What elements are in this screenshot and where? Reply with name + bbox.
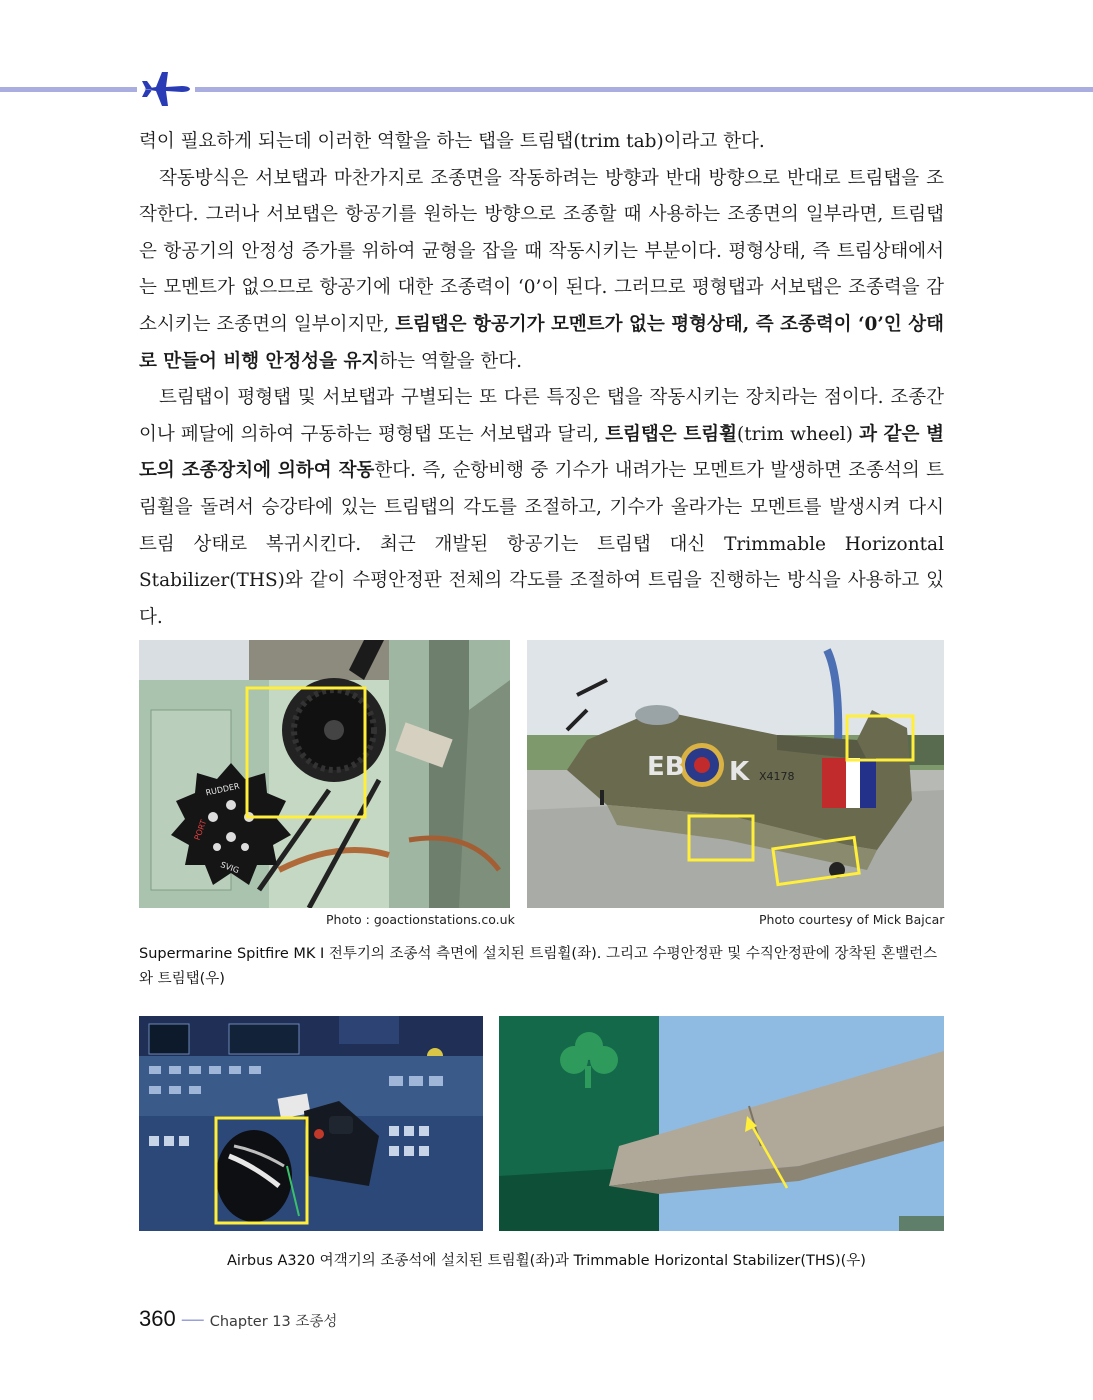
page-footer [139, 1306, 337, 1332]
body-text [139, 124, 944, 636]
figure-1-caption: Supermarine Spitfire MK I 전투기의 조종석 측면에 설치된 트림휠(좌). 그리고 수평안정판 및 수직안정판에 장착된 혼밸런스와 트림탭(우) [139, 946, 938, 987]
photo-trimmable-horizontal-stabilizer [499, 1016, 944, 1231]
paragraph-1 [139, 124, 944, 161]
photo-spitfire-aircraft [527, 640, 944, 908]
header-rule-left [0, 87, 137, 92]
trim-wheel-label-svig: SVIG [219, 860, 241, 876]
photo-credit-right: Photo courtesy of Mick Bajcar [759, 912, 945, 927]
photo-a320-cockpit [139, 1016, 483, 1231]
header-rule-right [195, 87, 1093, 92]
chapter-title: Chapter 13 조종성 [209, 1314, 338, 1330]
paragraph-2-bold: 트림탭은 항공기가 모멘트가 없는 평형상태, 즉 조종력이 ‘0’인 상태로 만들어 비행 안정성을 유지 [139, 313, 944, 372]
figure-2-caption: Airbus A320 여객기의 조종석에 설치된 트림휠(좌)과 Trimmable Horizontal Stabilizer(THS)(우) [227, 1253, 866, 1269]
footer-divider: — [181, 1306, 204, 1331]
page-number: 360 [139, 1306, 176, 1331]
aircraft-code-left: EB [647, 752, 685, 782]
paragraph-3 [139, 380, 944, 636]
aircraft-code-right: K [729, 757, 750, 787]
paragraph-2-text-a: 작동방식은 서보탭과 마찬가지로 조종면을 작동하려는 방향과 반대 방향으로 반대로 트림탭을 조작한다. 그러나 서보탭은 항공기를 원하는 방향으로 조종할 때 사용하는 조종면의 일부라면, 트림탭은 항공기의 안정성 증가를 위하여 균형을 잡을 때 작동시키는 부분이다. 평형상태, 즉 트림상태에서는 모멘트가 없으므로 항공기에 대한 조종력이 ‘0’이 된다. 그러므로 평형탭과 서보탭은 조종력을 감소시키는 조종면의 일부이지만, [139, 167, 944, 335]
photo-credit-left: Photo : goactionstations.co.uk [326, 912, 515, 927]
airplane-icon [140, 68, 192, 110]
paragraph-3-text-mid: (trim wheel) [737, 423, 860, 445]
paragraph-3-text-a: 트림탭이 평형탭 및 서보탭과 구별되는 또 다른 특징은 탭을 작동시키는 장치라는 점이다. 조종간이나 페달에 의하여 구동하는 평형탭 또는 서보탭과 달리, [139, 387, 944, 445]
photo-spitfire-trim-wheel [139, 640, 510, 908]
aircraft-serial: X4178 [759, 770, 795, 783]
paragraph-3-text-b: 한다. 즉, 순항비행 중 기수가 내려가는 모멘트가 발생하면 조종석의 트림휠을 돌려서 승강타에 있는 트림탭의 각도를 조절하고, 기수가 올라가는 모멘트를 발생시켜 다시 트림 상태로 복귀시킨다. 최근 개발된 항공기는 트림탭 대신 Trimmable Horizontal Stabilizer(THS)와 같이 수평안정판 전체의 각도를 조절하여 트림을 진행하는 방식을 사용하고 있다. [139, 460, 944, 628]
paragraph-2-text-b: 하는 역할을 한다. [379, 350, 522, 372]
paragraph-3-bold-1: 트림탭은 트림휠 [605, 423, 738, 445]
paragraph-3-bold-2: 과 같은 별도의 조종장치에 의하여 작동 [139, 423, 944, 482]
paragraph-2 [139, 161, 944, 381]
trim-wheel-label-rudder: RUDDER [204, 781, 241, 798]
paragraph-1-text: 력이 필요하게 되는데 이러한 역할을 하는 탭을 트림탭(trim tab)이라고 한다. [139, 131, 765, 152]
trim-wheel-label-port: PORT [192, 818, 209, 842]
